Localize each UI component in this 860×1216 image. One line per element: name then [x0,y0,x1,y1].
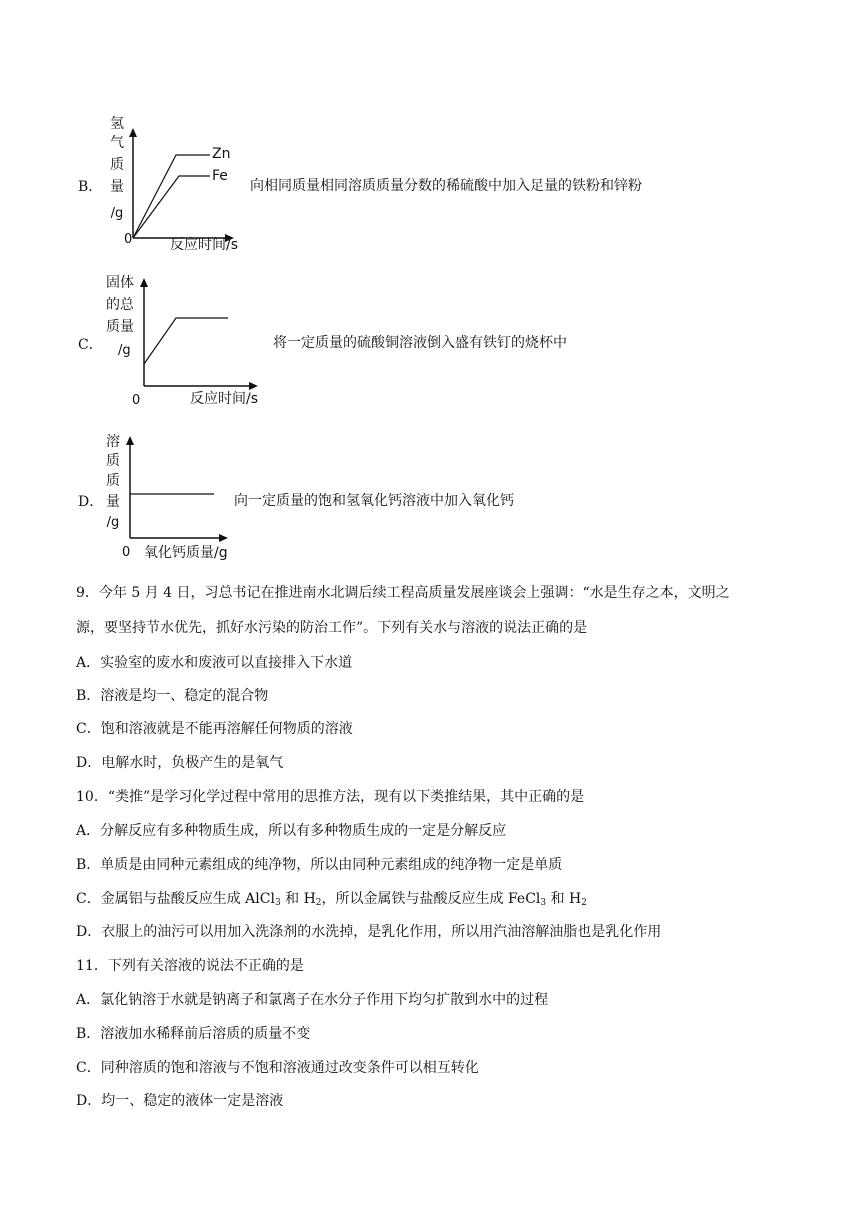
q9-option-a: A．实验室的废水和废液可以直接排入下水道 [76,655,353,671]
q10-option-a: A．分解反应有多种物质生成，所以有多种物质生成的一定是分解反应 [76,823,507,839]
q10-option-b: B．单质是由同种元素组成的纯净物，所以由同种元素组成的纯净物一定是单质 [76,857,563,873]
q11-option-c: C．同种溶质的饱和溶液与不饱和溶液通过改变条件可以相互转化 [76,1060,479,1076]
q10-option-c-text: ，所以金属铁与盐酸反应生成 FeCl [321,891,541,907]
q10-option-c-text: C．金属铝与盐酸反应生成 AlCl [76,891,275,907]
y-label-char: 氢 [110,116,124,132]
option-d-letter: D． [78,494,104,510]
origin-label: 0 [124,232,133,247]
y-label-char: /g [106,515,120,530]
y-label-char: 质 [110,157,124,173]
origin-label: 0 [122,545,131,560]
subscript: 2 [581,898,587,908]
option-b-graph [100,110,260,260]
x-axis-label: 反应时间/s [190,391,259,407]
option-b-letter: B． [78,179,103,195]
y-label-line: /g [118,343,131,358]
y-label-char: 质 [106,453,120,469]
zn-curve [133,155,210,238]
y-label-line: 质量 [106,319,134,335]
y-label-char: 量 [110,179,124,195]
x-axis-label: 反应时间/s [170,237,239,253]
q11-option-b: B．溶液加水稀释前后溶质的质量不变 [76,1026,311,1042]
y-label-char: 质 [106,473,120,489]
y-label-char: 气 [110,135,124,151]
q10-option-c-text: 和 H [280,891,316,907]
q9-option-d: D．电解水时，负极产生的是氧气 [76,755,284,771]
origin-label: 0 [132,393,141,408]
option-d-description: 向一定质量的饱和氢氧化钙溶液中加入氧化钙 [234,493,514,509]
mass-curve [144,318,228,364]
y-label-line: 固体 [106,275,134,291]
q11-option-d: D．均一、稳定的液体一定是溶液 [76,1093,284,1109]
fe-curve [133,176,210,238]
x-axis-label: 氧化钙质量/g [144,545,228,561]
option-b-description: 向相同质量相同溶质质量分数的稀硫酸中加入足量的铁粉和锌粉 [250,178,642,194]
series-label-zn: Zn [212,146,231,162]
option-c-letter: C． [78,337,103,353]
y-label-line: 的总 [106,297,134,313]
q10-option-c [76,889,587,913]
q9-option-c: C．饱和溶液就是不能再溶解任何物质的溶液 [76,721,353,737]
q11-option-a: A．氯化钠溶于水就是钠离子和氯离子在水分子作用下均匀扩散到水中的过程 [76,992,549,1008]
q9-stem-line2: 源，要坚持节水优先，抓好水污染的防治工作”。下列有关水与溶液的说法正确的是 [76,620,588,636]
y-label-char: 溶 [106,434,120,450]
q9-stem-line1: 9．今年 5 月 4 日，习总书记在推进南水北调后续工程高质量发展座谈会上强调：“水是生存之本，文明之 [76,585,730,601]
q10-stem: 10．“类推”是学习化学过程中常用的思推方法，现有以下类推结果，其中正确的是 [76,789,585,805]
q9-option-b: B．溶液是均一、稳定的混合物 [76,688,269,704]
series-label-fe: Fe [212,168,228,184]
option-c-description: 将一定质量的硫酸铜溶液倒入盛有铁钉的烧杯中 [273,335,567,351]
subscript: 3 [540,898,547,908]
q10-option-d: D．衣服上的油污可以用加入洗涤剂的水洗掉，是乳化作用，所以用汽油溶解油脂也是乳化作用 [76,924,662,940]
subscript: 3 [274,898,281,908]
option-c-graph [100,270,280,415]
q11-stem: 11．下列有关溶液的说法不正确的是 [76,958,304,974]
q10-option-c-text: 和 H [546,891,582,907]
y-label-char: /g [110,206,124,221]
subscript: 2 [315,898,322,908]
y-label-char: 量 [106,494,120,510]
